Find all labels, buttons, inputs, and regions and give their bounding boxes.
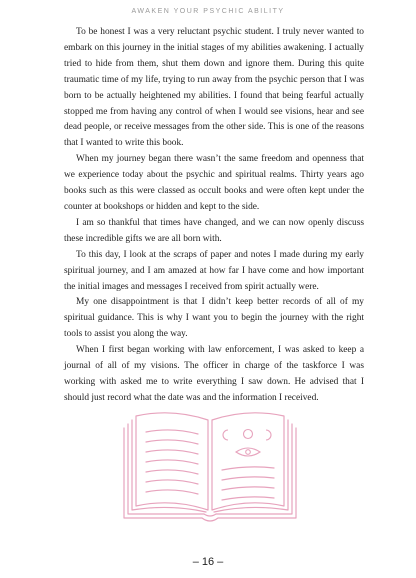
page-number: – 16 –: [192, 556, 224, 568]
paragraph: To be honest I was a very reluctant psychic student. I truly never wanted to embark on this journey in the initial stages of my abilities awakening. I actually tried to hide from them, shut them down and ignore them. During this quite traumatic time of my life, trying to run away from the psychic person that I was born to be actually heightened my abilities. I found that being fearful actually stopped me from having any control of when I would see visions, hear and see dead people, or receive messages from the other side. This is one of the reasons that I wanted to write this book.: [64, 27, 364, 149]
paragraph: To this day, I look at the scraps of paper and notes I made during my early spiritual journey, and I am amazed at how far I have come and how important the initial images and messages I received from spirit actually were.: [64, 249, 364, 292]
open-book-icon: [120, 400, 300, 530]
paragraph: I am so thankful that times have changed, and we can now openly discuss these incredible gifts we are all born with.: [64, 217, 364, 244]
running-head: AWAKEN YOUR PSYCHIC ABILITY: [131, 8, 285, 15]
paragraph: My one disappointment is that I didn’t keep better records of all of my spiritual guidance. This is why I want you to begin the journey with the right tools to assist you along the way.: [64, 297, 364, 340]
paragraph: When I first began working with law enforcement, I was asked to keep a journal of all of my visions. The officer in charge of the taskforce I was working with asked me to write everything I saw down. He advised that I should just record what the date was and the information I received.: [64, 345, 364, 403]
paragraph: When my journey began there wasn’t the same freedom and openness that we experience today about the psychic and spiritual realms. Thirty years ago books such as this were classed as occult books and were often kept under the counter at bookshops or hidden and kept to the side.: [64, 154, 364, 212]
body-text: [64, 25, 364, 407]
